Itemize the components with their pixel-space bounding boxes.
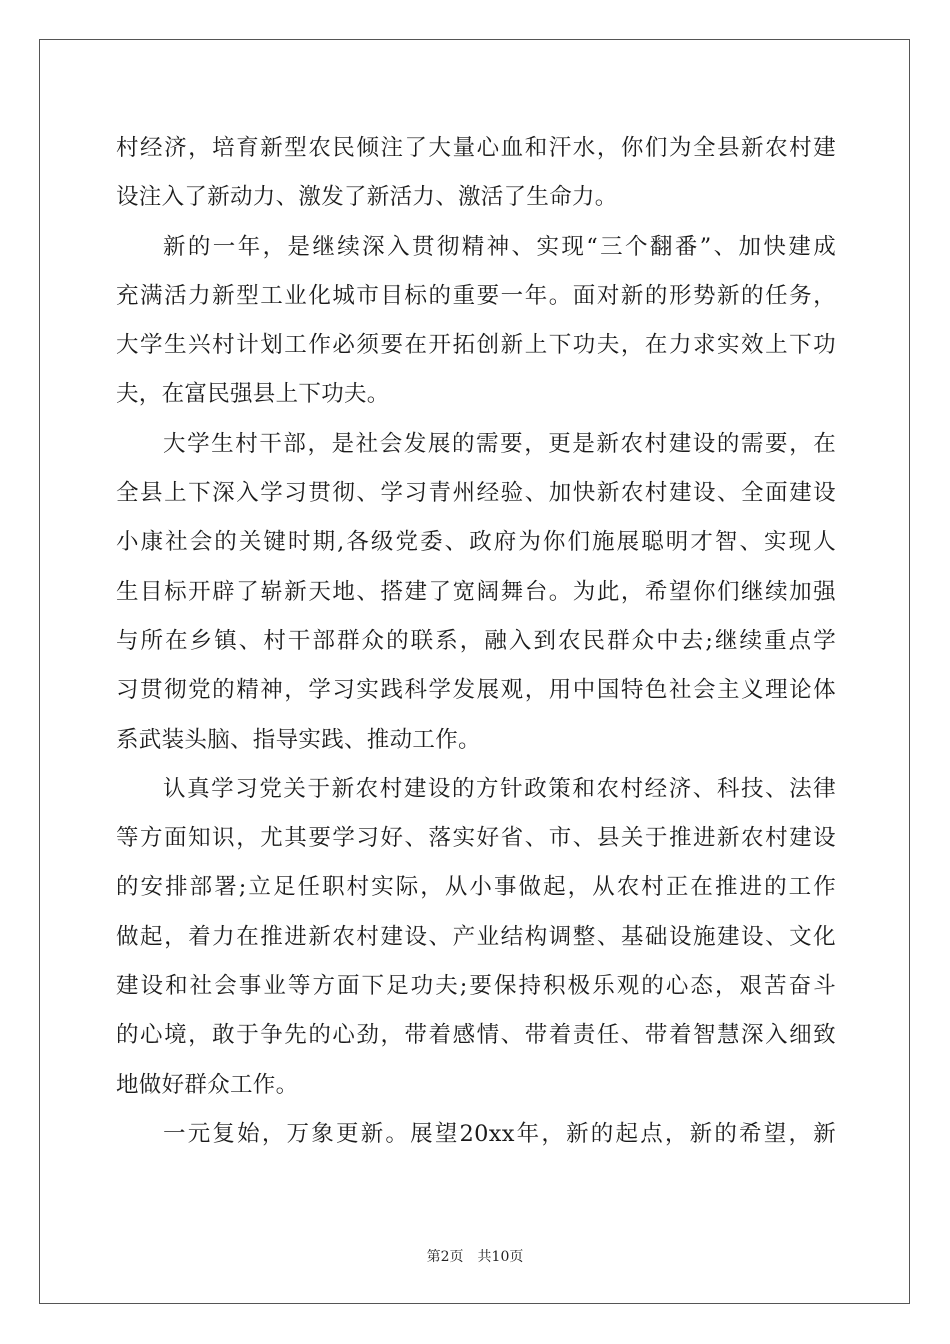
body-line: 生目标开辟了崭新天地、搭建了宽阔舞台。为此，希望你们继续加强 [116, 578, 836, 605]
body-line: 做起，着力在推进新农村建设、产业结构调整、基础设施建设、文化 [116, 923, 836, 950]
body-line: 全县上下深入学习贯彻、学习青州经验、加快新农村建设、全面建设 [116, 480, 836, 507]
body-line: 习贯彻党的精神，学习实践科学发展观，用中国特色社会主义理论体 [116, 677, 836, 704]
body-line: 的安排部署;立足任职村实际，从小事做起，从农村正在推进的工作 [116, 874, 836, 901]
body-line: 夫，在富民强县上下功夫。 [116, 381, 390, 408]
body-line: 的心境，敢于争先的心劲，带着感情、带着责任、带着智慧深入细致 [116, 1022, 836, 1049]
body-line: 系武装头脑、指导实践、推动工作。 [116, 726, 481, 753]
document-body [116, 124, 836, 1159]
body-line: 等方面知识，尤其要学习好、落实好省、市、县关于推进新农村建设 [116, 825, 836, 852]
body-line: 建设和社会事业等方面下足功夫;要保持积极乐观的心态，艰苦奋斗 [116, 973, 836, 1000]
body-line: 小康社会的关键时期,各级党委、政府为你们施展聪明才智、实现人 [116, 529, 836, 556]
body-line: 地做好群众工作。 [116, 1071, 299, 1098]
paragraph-first-line: 大学生村干部，是社会发展的需要，更是新农村建设的需要，在 [163, 430, 836, 457]
paragraph-first-line: 一元复始，万象更新。展望20xx年，新的起点，新的希望，新 [163, 1120, 836, 1147]
page-total: 共10页 [477, 1249, 524, 1265]
body-line: 充满活力新型工业化城市目标的重要一年。面对新的形势新的任务， [116, 282, 836, 309]
page-footer [0, 1246, 950, 1266]
body-line: 大学生兴村计划工作必须要在开拓创新上下功夫，在力求实效上下功 [116, 332, 836, 359]
page-number: 第2页 [426, 1249, 464, 1265]
body-line: 设注入了新动力、激发了新活力、激活了生命力。 [116, 184, 618, 211]
paragraph-first-line: 新的一年，是继续深入贯彻精神、实现“三个翻番”、加快建成 [163, 233, 836, 260]
body-line: 与所在乡镇、村干部群众的联系，融入到农民群众中去;继续重点学 [116, 627, 836, 654]
paragraph-first-line: 认真学习党关于新农村建设的方针政策和农村经济、科技、法律 [163, 775, 836, 802]
body-line: 村经济，培育新型农民倾注了大量心血和汗水，你们为全县新农村建 [116, 135, 836, 161]
